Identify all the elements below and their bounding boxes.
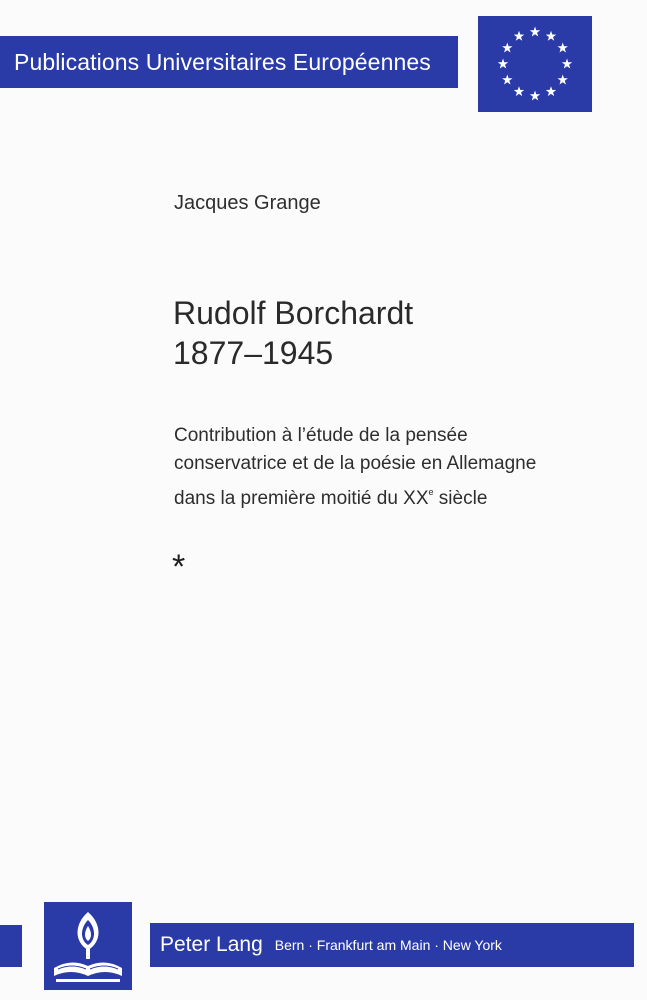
series-title: Publications Universitaires Européennes <box>14 48 431 75</box>
volume-asterisk: * <box>172 548 186 586</box>
flag-star-icon <box>514 31 524 41</box>
publisher-name: Peter Lang <box>160 933 263 956</box>
subtitle-line3-post: siècle <box>433 488 488 509</box>
flag-star-icon <box>502 43 512 53</box>
flag-star-icon <box>498 59 508 69</box>
subtitle-line1: Contribution à l’étude de la pensée <box>174 425 468 446</box>
flag-star-icon <box>530 27 540 37</box>
flag-star-icon <box>530 91 540 101</box>
book-title-years: 1877–1945 <box>173 335 334 371</box>
flag-star-icon <box>502 75 512 85</box>
flag-star-icon <box>514 86 524 96</box>
flag-star-icon <box>546 31 556 41</box>
publisher-cities: Bern · Frankfurt am Main · New York <box>274 937 502 953</box>
author-name: Jacques Grange <box>174 192 321 214</box>
book-title-line1: Rudolf Borchardt <box>173 295 414 331</box>
subtitle-line3-pre: dans la première moitié du XX <box>174 488 429 509</box>
subtitle-line3-sup: e <box>428 487 434 497</box>
flag-star-icon <box>546 86 556 96</box>
book-subtitle <box>174 422 634 513</box>
subtitle-line2: conservatrice et de la poésie en Allemagne <box>174 453 537 474</box>
edge-tab <box>0 925 22 967</box>
eu-stars-flag-icon <box>478 16 592 112</box>
book-title <box>173 293 413 373</box>
flag-star-icon <box>557 43 567 53</box>
flag-star-icon <box>562 59 572 69</box>
subtitle-line3 <box>174 478 634 513</box>
peter-lang-open-book-flame-icon <box>44 902 132 990</box>
series-band <box>0 36 458 88</box>
flag-star-icon <box>557 75 567 85</box>
publisher-band <box>150 923 634 967</box>
